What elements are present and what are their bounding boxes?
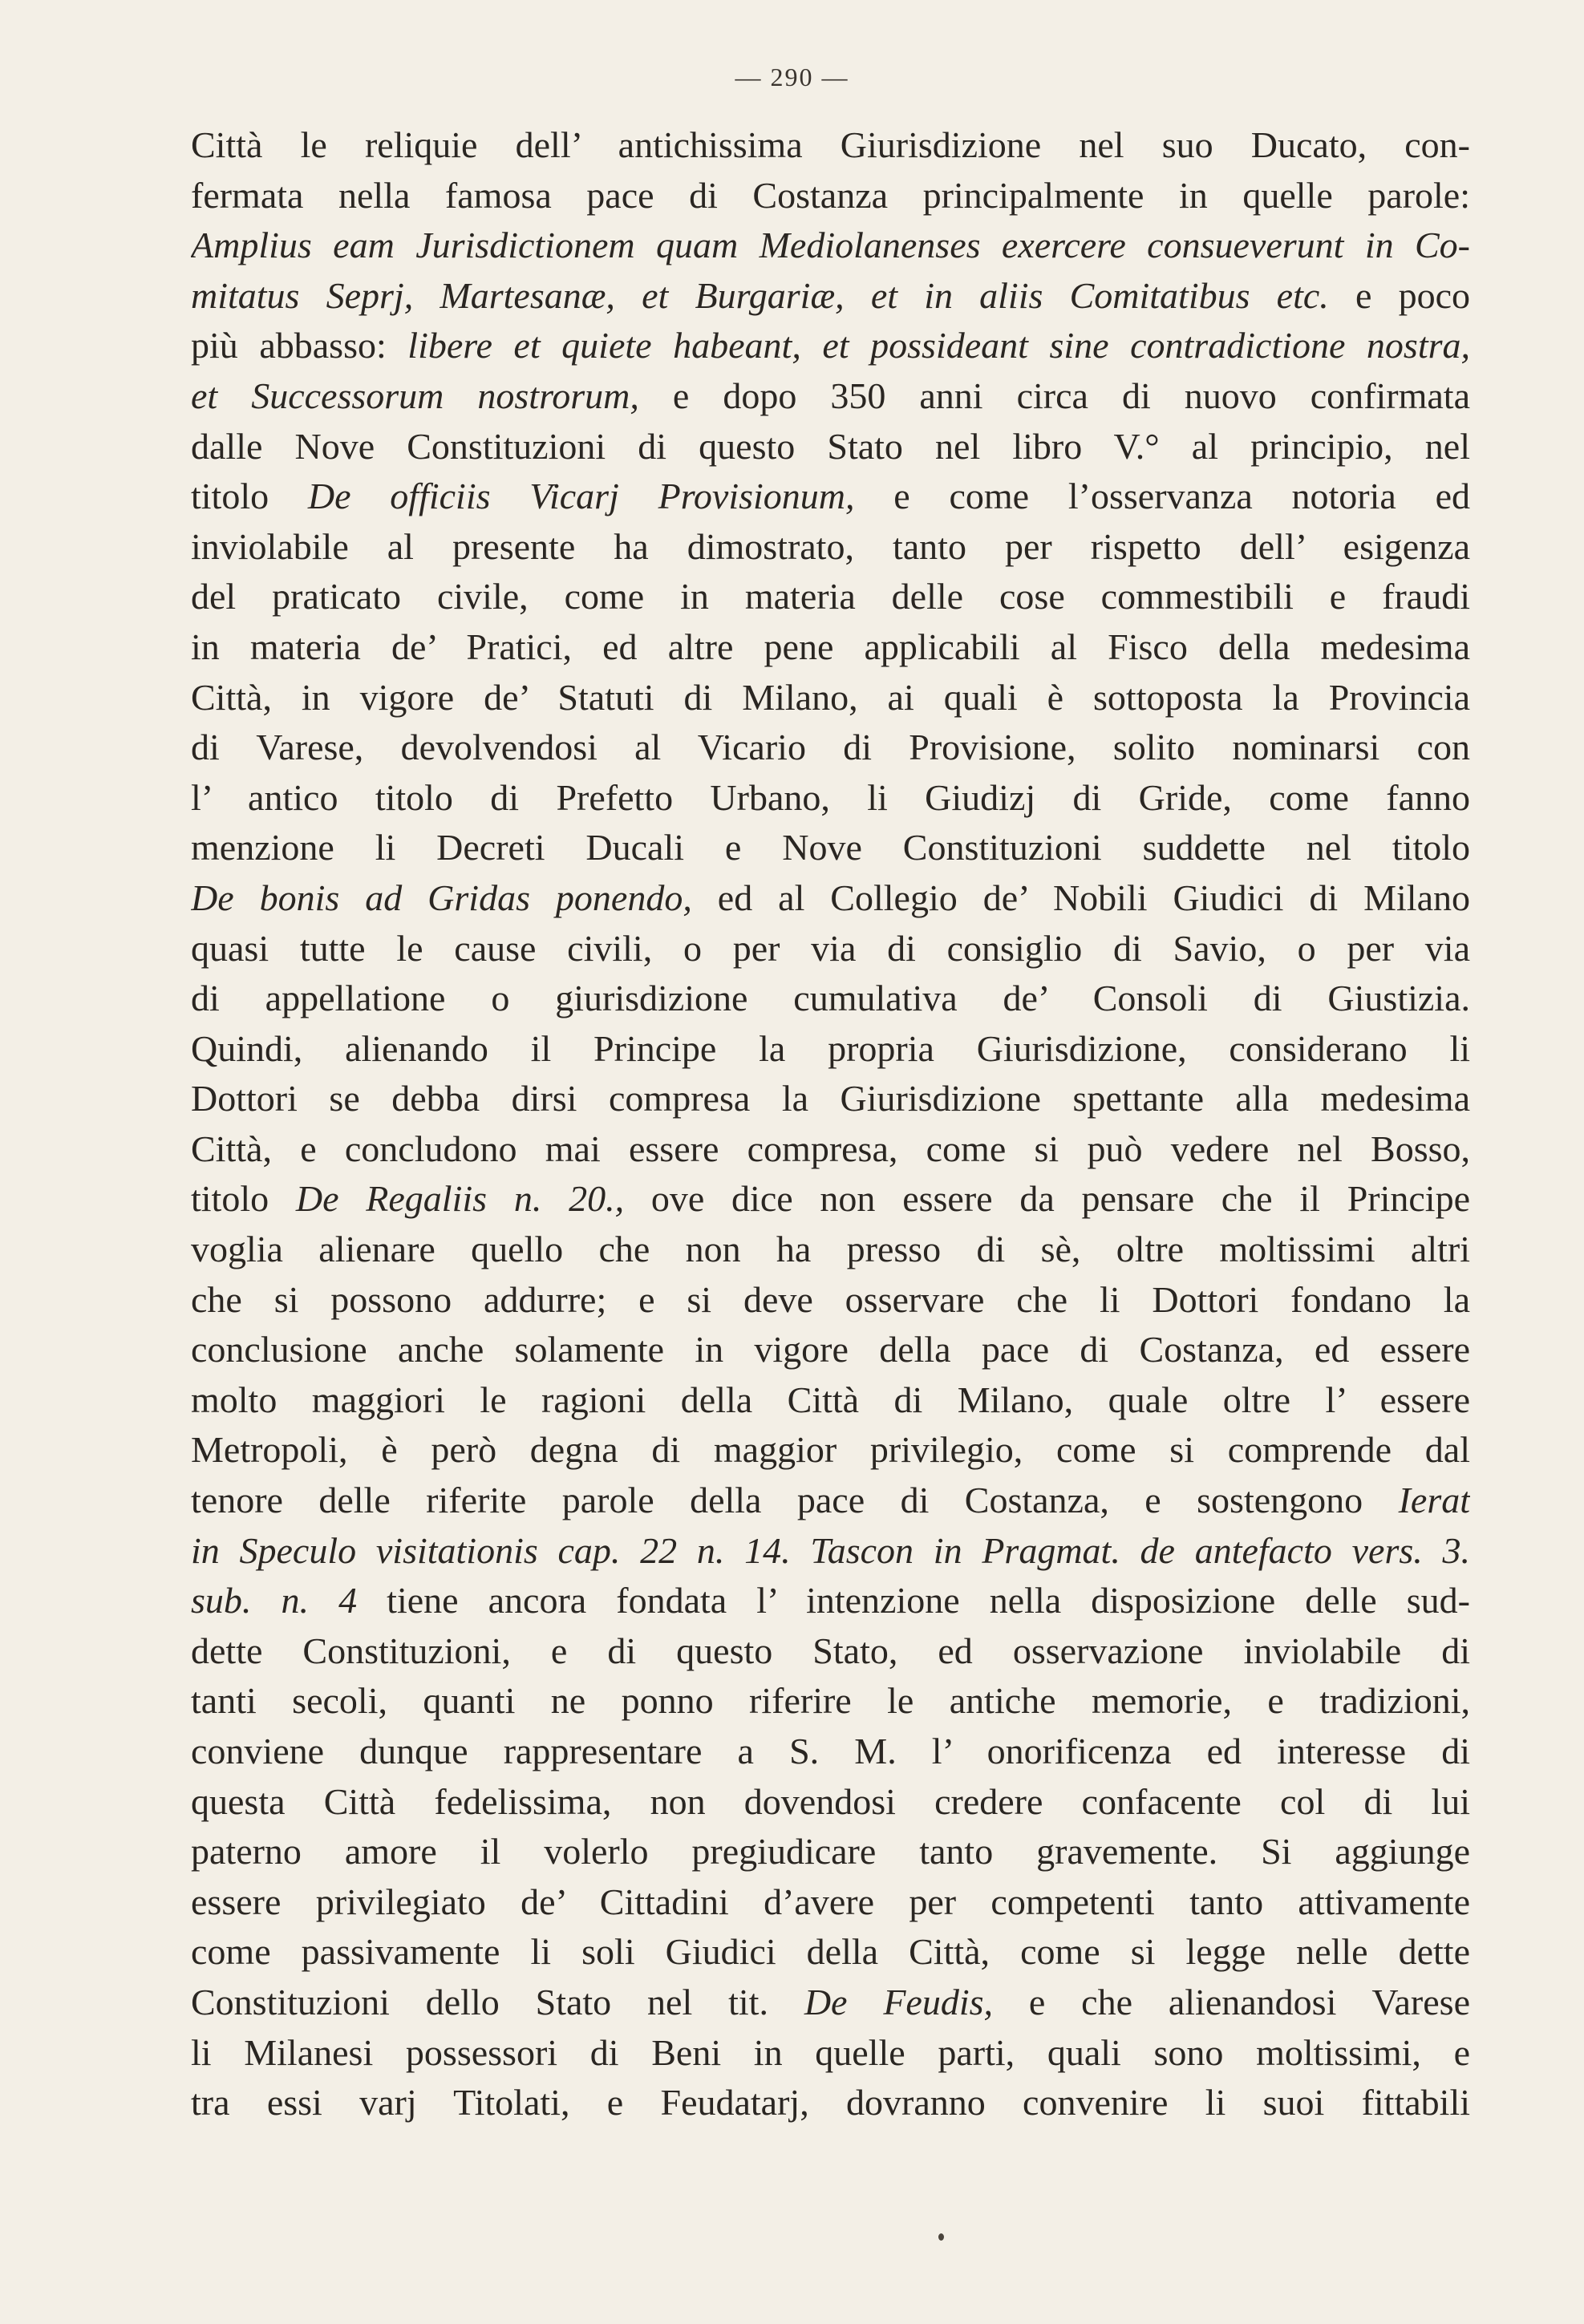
text-line [191,1777,1470,1828]
text-segment: di appellatione o giurisdizione cumulativa de’ Consoli di Giustizia. [191,978,1470,1019]
text-line [191,221,1470,271]
text-line [191,1325,1470,1375]
text-segment: e poco [1328,274,1470,316]
text-segment: titolo [191,476,308,517]
text-line [191,622,1470,673]
text-line [191,2028,1470,2079]
text-segment: come passivamente li soli Giudici della Città, come si legge nelle dette [191,1931,1470,1973]
text-line [191,1827,1470,1877]
text-segment: essere privilegiato de’ Cittadini d’avere per competenti tanto attivamente [191,1881,1470,1922]
text-segment: conclusione anche solamente in vigore della pace di Costanza, ed essere [191,1329,1470,1371]
text-segment: di Varese, devolvendosi al Vicario di Provisione, solito nominarsi con [191,727,1470,768]
text-line [191,1927,1470,1978]
text-line [191,1275,1470,1326]
text-segment: li Milanesi possessori di Beni in quelle parti, quali sono moltissimi, e [191,2031,1470,2073]
text-segment: Metropoli, è però degna di maggior privilegio, come si comprende dal [191,1429,1470,1471]
text-segment: tra essi varj Titolati, e Feudatarj, dovranno convenire li suoi fittabili [191,2082,1470,2124]
text-line [191,1074,1470,1124]
text-line [191,823,1470,873]
text-segment: tenore delle riferite parole della pace di Costanza, e sostengono [191,1480,1399,1521]
text-segment: molto maggiori le ragioni della Città di Milano, quale oltre l’ essere [191,1379,1470,1420]
text-segment: che si possono addurre; e si deve osservare che li Dottori fondano la [191,1278,1470,1320]
text-segment: più abbasso: [191,325,408,366]
italic-text: in Speculo visitationis cap. 22 n. 14. Tascon in Pragmat. de antefacto vers. 3. [191,1529,1470,1571]
text-segment: quasi tutte le cause civili, o per via di consiglio di Savio, o per via [191,927,1470,969]
text-line [191,2078,1470,2128]
text-segment: del praticato civile, come in materia delle cose commestibili e fraudi [191,576,1470,617]
text-line [191,1877,1470,1928]
text-line [191,171,1470,221]
italic-text: et Successorum nostrorum, [191,375,639,416]
text-line [191,1576,1470,1626]
text-line [191,522,1470,573]
text-line [191,1676,1470,1727]
italic-text: Amplius eam Jurisdictionem quam Mediolanenses exercere consueverunt in Co- [191,225,1470,266]
text-segment: dette Constituzioni, e di questo Stato, ed osservazione inviolabile di [191,1630,1470,1671]
text-line [191,271,1470,322]
text-segment: fermata nella famosa pace di Costanza principalmente in quelle parole: [191,174,1470,216]
text-line [191,873,1470,924]
text-segment: menzione li Decreti Ducali e Nove Constituzioni suddette nel titolo [191,827,1470,868]
text-line [191,1124,1470,1175]
text-segment: Città, e concludono mai essere compresa, come si può vedere nel Bosso, [191,1128,1470,1169]
ink-speck [938,2233,944,2241]
text-line [191,1225,1470,1275]
text-segment: voglia alienare quello che non ha presso di sè, oltre moltissimi altri [191,1229,1470,1270]
text-line [191,120,1470,171]
italic-text: De bonis ad Gridas ponendo, [191,877,692,918]
text-line [191,1425,1470,1476]
text-segment: e dopo 350 anni circa di nuovo confirmata [638,375,1470,416]
text-segment: Constituzioni dello Stato nel tit. [191,1981,804,2022]
italic-text: libere et quiete habeant, et possideant sine contradictione nostra, [407,325,1470,366]
text-line [191,1174,1470,1225]
text-segment: dalle Nove Constituzioni di questo Stato nel libro V.° al principio, nel [191,425,1470,467]
italic-text: De Feudis, [804,1981,994,2022]
italic-text: sub. n. 4 [191,1580,358,1622]
text-segment: tanti secoli, quanti ne ponno riferire le antiche memorie, e tradizioni, [191,1680,1470,1722]
text-segment: e come l’osservanza notoria ed [854,476,1470,517]
italic-text: De Regaliis n. 20., [295,1178,625,1220]
text-line [191,974,1470,1024]
text-line [191,1978,1470,2028]
text-segment: ed al Collegio de’ Nobili Giudici di Milano [691,877,1470,918]
text-segment: e che alienandosi Varese [993,1981,1470,2022]
text-line [191,1476,1470,1526]
text-line [191,472,1470,522]
text-segment: Città, in vigore de’ Statuti di Milano, ai quali è sottoposta la Provincia [191,676,1470,718]
text-segment: titolo [191,1178,296,1220]
text-segment: questa Città fedelissima, non dovendosi credere confacente col di lui [191,1780,1470,1822]
text-segment: inviolabile al presente ha dimostrato, tanto per rispetto dell’ esigenza [191,525,1470,567]
text-line [191,1375,1470,1426]
text-line [191,371,1470,422]
text-line [191,1024,1470,1075]
text-line [191,723,1470,773]
text-segment: Quindi, alienando il Principe la propria Giurisdizione, considerano li [191,1027,1470,1069]
text-line [191,673,1470,723]
text-line [191,924,1470,974]
text-segment: Città le reliquie dell’ antichissima Giurisdizione nel suo Ducato, con- [191,124,1470,165]
text-segment: paterno amore il volerlo pregiudicare tanto gravemente. Si aggiunge [191,1831,1470,1873]
text-line [191,1526,1470,1577]
text-segment: Dottori se debba dirsi compresa la Giurisdizione spettante alla medesima [191,1078,1470,1119]
text-line [191,773,1470,824]
page-number: — 290 — [735,63,849,91]
text-segment: in materia de’ Pratici, ed altre pene applicabili al Fisco della medesima [191,626,1470,667]
text-segment: conviene dunque rappresentare a S. M. l’ onorificenza ed interesse di [191,1731,1470,1771]
text-line [191,572,1470,622]
italic-text: Ierat [1398,1480,1470,1521]
text-segment: tiene ancora fondata l’ intenzione nella disposizione delle sud- [357,1580,1470,1622]
text-line [191,1727,1470,1777]
text-segment: ove dice non essere da pensare che il Principe [624,1178,1470,1220]
text-line [191,1626,1470,1677]
italic-text: De officiis Vicarj Provisionum, [307,476,855,517]
italic-text: mitatus Seprj, Martesanæ, et Burgariæ, et in aliis Comitatibus etc. [191,274,1329,316]
text-line [191,321,1470,371]
body-text [191,120,1470,2128]
text-line [191,422,1470,472]
text-segment: l’ antico titolo di Prefetto Urbano, li Giudizj di Gride, come fanno [191,776,1470,818]
